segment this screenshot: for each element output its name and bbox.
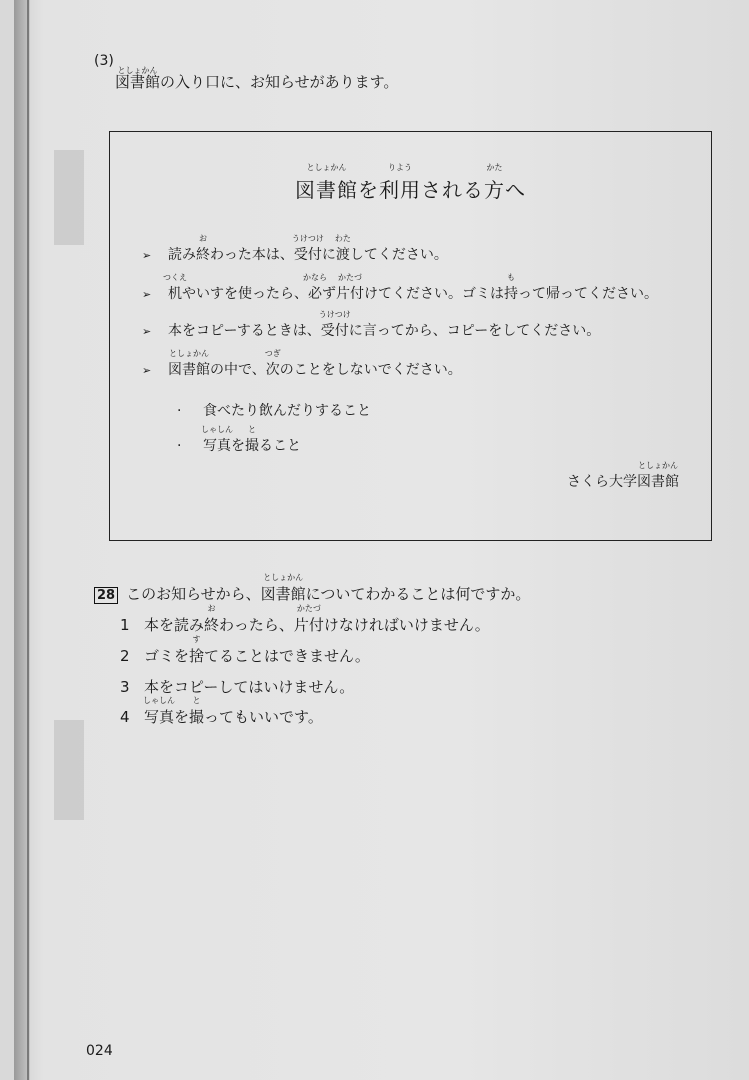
text-segment: へ — [505, 178, 526, 202]
text-segment: やいすを使ったら、 — [182, 286, 308, 302]
page-edge-line — [27, 0, 29, 1080]
ruby-word: 机 つくえ — [163, 273, 187, 302]
text-segment: ゴミを — [144, 647, 190, 665]
text-segment: の中で、 — [210, 362, 266, 378]
ruby-word: 図書館 としょかん — [637, 461, 679, 490]
question-number-box: 28 — [94, 587, 118, 604]
text-segment: してください。 — [349, 247, 448, 263]
intro-sentence: 図書館 としょかん の入り口に、お知らせがあります。 — [115, 62, 398, 102]
furigana: うけつけ — [291, 234, 324, 243]
furigana: しゃしん — [201, 425, 233, 434]
ruby-word: 渡 わた — [334, 234, 351, 263]
question-28 — [94, 573, 531, 604]
furigana: としょかん — [263, 573, 304, 582]
ruby-word: 図書館 としょかん — [260, 573, 306, 603]
ruby-word: 受付 うけつけ — [318, 310, 351, 339]
text-segment: のことをしないでください。 — [279, 362, 462, 378]
furigana: りよう — [388, 163, 412, 172]
text-segment: ること — [259, 438, 301, 454]
furigana: お — [199, 234, 207, 243]
text-segment: てることはできません。 — [204, 647, 370, 665]
notice-title — [110, 163, 711, 203]
text-segment: に — [321, 247, 336, 263]
text-segment: に言ってから、コピーをしてください。 — [348, 323, 601, 339]
ruby-word: 次 つぎ — [264, 349, 281, 378]
ruby-word: 終 お — [196, 234, 210, 263]
furigana: かた — [486, 163, 503, 172]
text-segment: を — [231, 438, 245, 454]
text-segment: けてください。ゴミは — [364, 286, 504, 302]
ruby-word: 片付 かたづ — [336, 273, 364, 302]
arrow-bullet-icon: ➢ — [142, 249, 152, 262]
text-segment: 読み — [168, 247, 196, 263]
ruby-word: 図書館 としょかん — [295, 163, 358, 202]
text-segment: って帰ってください。 — [518, 286, 658, 302]
text-segment: ってもいいです。 — [204, 708, 323, 726]
notice-bullet — [142, 234, 448, 264]
text-segment: 本を読み — [144, 616, 205, 634]
middle-dot-icon: · — [177, 403, 182, 419]
answer-option: 2 ゴミを捨 す てることはできません。 — [120, 635, 370, 665]
text-segment: される — [421, 178, 484, 202]
furigana: す — [192, 635, 201, 644]
furigana: お — [207, 604, 216, 613]
furigana: つぎ — [264, 349, 281, 358]
furigana: としょかん — [306, 163, 347, 172]
text-segment: 本をコピーするときは、 — [168, 323, 321, 339]
page-number: 024 — [86, 1043, 113, 1059]
notice-box — [109, 131, 712, 541]
page — [14, 0, 749, 1080]
arrow-bullet-icon: ➢ — [142, 288, 152, 301]
furigana: と — [248, 425, 256, 434]
question-number: (3) — [94, 53, 114, 69]
text-segment: 食べたり飲んだりすること — [203, 403, 371, 419]
middle-dot-icon: · — [177, 438, 182, 454]
notice-bullet — [142, 273, 658, 303]
answer-option: 1 本を読み終 お わったら、片付 かたづ けなければいけません。 — [120, 604, 490, 634]
ruby-word: 写真 しゃしん — [143, 696, 175, 726]
ruby-word: 片付 かたづ — [293, 604, 324, 634]
arrow-bullet-icon: ➢ — [142, 325, 152, 338]
show-through-mark — [54, 720, 84, 820]
text-segment: さくら大学 — [567, 474, 637, 490]
text-segment: けなければいけません。 — [323, 616, 490, 634]
notice-bullet — [142, 310, 601, 340]
furigana: かたづ — [338, 273, 362, 282]
ruby-word: 方 かた — [484, 163, 505, 202]
text-segment: を — [358, 178, 379, 202]
answer-option: 3 本をコピーしてはいけません。 — [120, 678, 355, 696]
text-segment: ず — [322, 286, 336, 302]
furigana: かたづ — [296, 604, 321, 613]
ruby-word: 図書館 としょかん — [168, 349, 210, 378]
notice-sub-item — [177, 400, 371, 420]
ruby-word: 図書館 としょかん — [115, 66, 161, 91]
furigana: としょかん — [169, 349, 209, 358]
notice-bullet — [142, 349, 462, 379]
ruby-word: 写真 しゃしん — [201, 425, 233, 454]
furigana: かなら — [303, 273, 327, 282]
ruby-word: 撮 と — [189, 696, 205, 726]
ruby-word: 撮 と — [245, 425, 259, 454]
furigana: わた — [334, 234, 351, 243]
notice-signature — [567, 461, 679, 491]
furigana: つくえ — [163, 273, 187, 282]
furigana: としょかん — [638, 461, 678, 470]
show-through-mark — [54, 150, 84, 245]
ruby-word: 持 も — [504, 273, 518, 302]
arrow-bullet-icon: ➢ — [142, 364, 152, 377]
ruby-word: 受付 うけつけ — [291, 234, 324, 263]
furigana: うけつけ — [318, 310, 351, 319]
text-segment: 本をコピーしてはいけません。 — [144, 678, 355, 696]
answer-option: 4 写真 しゃしん を撮 と ってもいいです。 — [120, 696, 323, 726]
furigana: しゃしん — [143, 696, 175, 705]
ruby-word: 必 かなら — [303, 273, 327, 302]
furigana: も — [507, 273, 515, 282]
ruby-word: 捨 す — [189, 635, 205, 665]
ruby-word: 終 お — [204, 604, 220, 634]
text-segment: わったら、 — [219, 616, 294, 634]
furigana: と — [192, 696, 201, 705]
text-segment: このお知らせから、 — [126, 585, 261, 603]
ruby-word: 利用 りよう — [379, 163, 421, 202]
text-segment: わった本は、 — [210, 247, 294, 263]
notice-sub-item — [177, 425, 301, 455]
text-segment: についてわかることは何ですか。 — [305, 585, 531, 603]
text-segment: を — [174, 708, 190, 726]
